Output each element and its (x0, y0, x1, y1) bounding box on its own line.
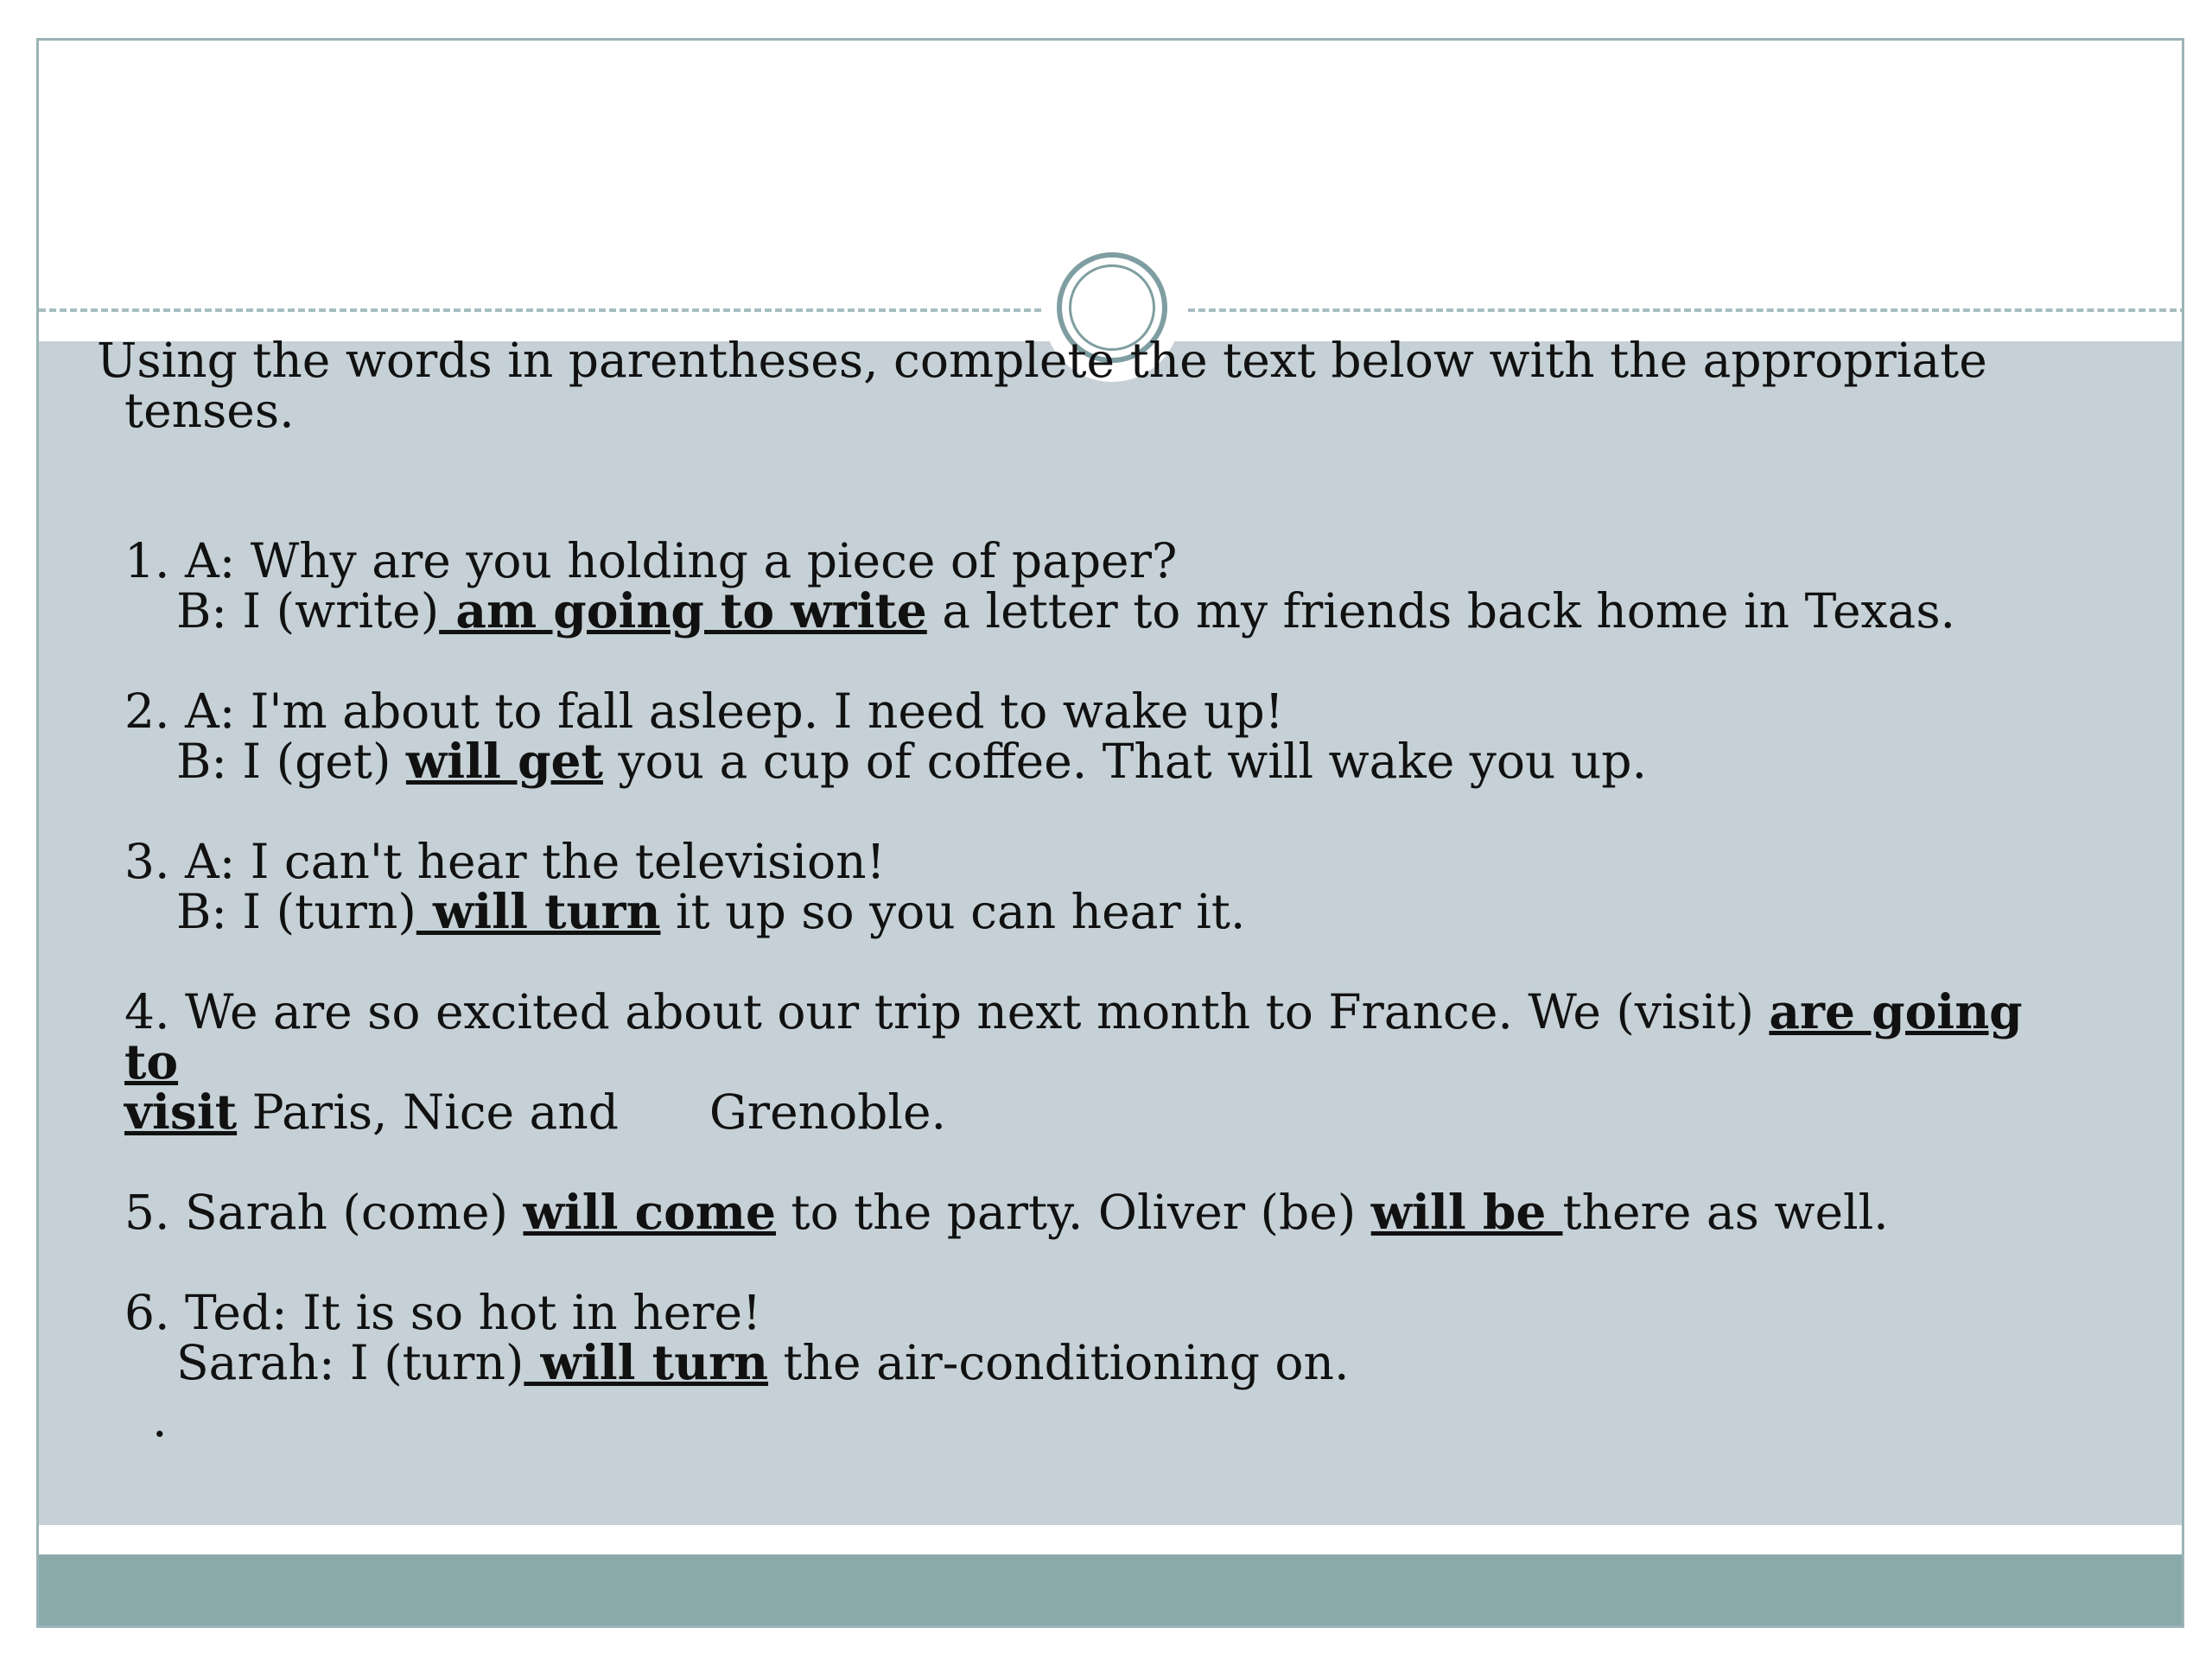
item-suffix: Paris, Nice and Grenoble. (237, 1084, 947, 1140)
item-b-suffix: you a cup of coffee. That will wake you up. (602, 734, 1647, 789)
item-number: 5. (124, 1185, 170, 1240)
item-b-suffix: a letter to my friends back home in Texas. (926, 583, 1956, 639)
exercise-item-1 (97, 533, 2084, 639)
item-b-suffix: it up so you can hear it. (660, 884, 1246, 939)
item-text-2: to the party. Oliver (be) (776, 1185, 1371, 1240)
item-text-3: there as well. (1562, 1185, 1889, 1240)
item-answer-2: will be (1370, 1184, 1563, 1240)
item-text: We are so excited about our trip next month to France. We (visit) (184, 984, 1770, 1039)
item-answer-part-2: visit (124, 1084, 238, 1140)
trailing-mark: . (152, 1392, 168, 1447)
item-number: 3. (124, 834, 170, 889)
exercise-item-5 (97, 1184, 2084, 1240)
exercise-item-3 (97, 836, 2084, 937)
header-divider-left (39, 308, 1041, 312)
item-b-prefix: B: I (turn) (176, 884, 416, 939)
item-text-1: Sarah (come) (184, 1185, 524, 1240)
instruction-line-2: tenses. (124, 383, 295, 438)
exercise-item-6 (97, 1287, 2084, 1445)
item-answer: will turn (416, 883, 661, 939)
item-number: 4. (124, 984, 170, 1039)
item-number: 2. (124, 683, 170, 739)
exercise-item-4 (97, 983, 2084, 1140)
slide-text-body (97, 335, 2084, 1445)
exercise-item-2 (97, 683, 2084, 789)
item-answer: will get (405, 733, 603, 789)
item-b-suffix: the air-conditioning on. (768, 1335, 1350, 1390)
instruction (97, 333, 2084, 438)
item-answer-1: will come (523, 1184, 776, 1240)
item-b-prefix: B: I (write) (176, 583, 440, 639)
item-line-b (124, 883, 2084, 939)
item-line-b (124, 582, 2084, 639)
slide-footer-bar (39, 1554, 2182, 1628)
item-line-b (124, 1334, 2084, 1390)
item-line-b (124, 733, 2084, 789)
item-answer: will turn (524, 1334, 769, 1390)
item-number: 1. (124, 533, 170, 588)
item-number: 6. (124, 1285, 170, 1340)
header-divider-right (1188, 308, 2184, 312)
item-b-prefix: Sarah: I (turn) (176, 1335, 524, 1390)
item-line-a: A: I can't hear the television! (184, 834, 886, 889)
item-answer-part-1: are going to (124, 983, 2023, 1090)
item-line-a: A: I'm about to fall asleep. I need to wake up! (184, 683, 1284, 739)
item-b-prefix: B: I (get) (176, 734, 406, 789)
item-answer: am going to write (439, 582, 927, 639)
instruction-line-1: Using the words in parentheses, complete the text below with the appropriate (97, 333, 1987, 388)
item-line-a: Ted: It is so hot in here! (184, 1285, 762, 1340)
item-line-a: A: Why are you holding a piece of paper? (184, 533, 1178, 588)
